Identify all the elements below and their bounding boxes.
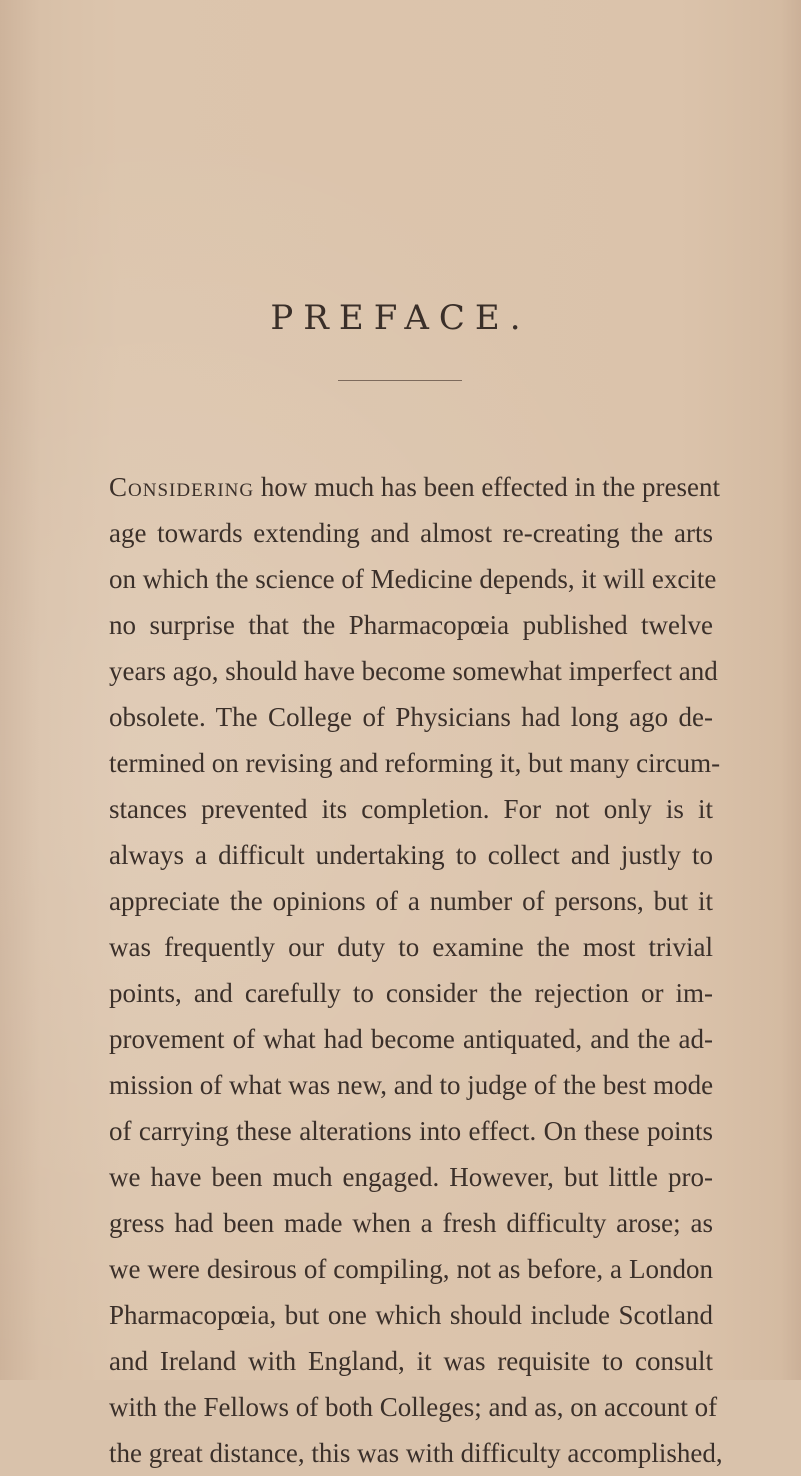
text-line: we were desirous of compiling, not as before, a London: [109, 1254, 713, 1284]
text-line: was frequently our duty to examine the most trivial: [109, 932, 713, 962]
text-line: gress had been made when a fresh difficulty arose; as: [109, 1208, 713, 1238]
text-line: years ago, should have become somewhat imperfect and: [109, 656, 718, 686]
text-line: Pharmacopœia, but one which should include Scotland: [109, 1300, 713, 1330]
text-line: always a difficult undertaking to collect and justly to: [109, 840, 713, 870]
text-line: stances prevented its completion. For not only is it: [109, 794, 713, 824]
title-divider: [338, 380, 462, 381]
text-line: termined on revising and reforming it, but many circum-: [109, 748, 721, 778]
page-title: PREFACE.: [270, 298, 531, 338]
text-line: the great distance, this was with difficulty accomplished,: [109, 1438, 723, 1468]
text-line: appreciate the opinions of a number of persons, but it: [109, 886, 713, 916]
text-line: with the Fellows of both Colleges; and as, on account of: [109, 1392, 718, 1422]
text-line: age towards extending and almost re-creating the arts: [109, 518, 713, 548]
paragraph-lead-word: Considering: [109, 472, 255, 502]
text-line: mission of what was new, and to judge of the best mode: [109, 1070, 714, 1100]
text-line: points, and carefully to consider the rejection or im-: [109, 978, 713, 1008]
preface-paragraph: [109, 464, 723, 1476]
text-line: obsolete. The College of Physicians had long ago de-: [109, 702, 713, 732]
text-line: on which the science of Medicine depends, it will excite: [109, 564, 717, 594]
text-line: no surprise that the Pharmacopœia published twelve: [109, 610, 713, 640]
text-line: of carrying these alterations into effect. On these points: [109, 1116, 713, 1146]
text-line: we have been much engaged. However, but little pro-: [109, 1162, 713, 1192]
text-line: Considering how much has been effected in the present: [109, 472, 720, 502]
text-line: and Ireland with England, it was requisite to consult: [109, 1346, 713, 1376]
text-line: provement of what had become antiquated, and the ad-: [109, 1024, 713, 1054]
